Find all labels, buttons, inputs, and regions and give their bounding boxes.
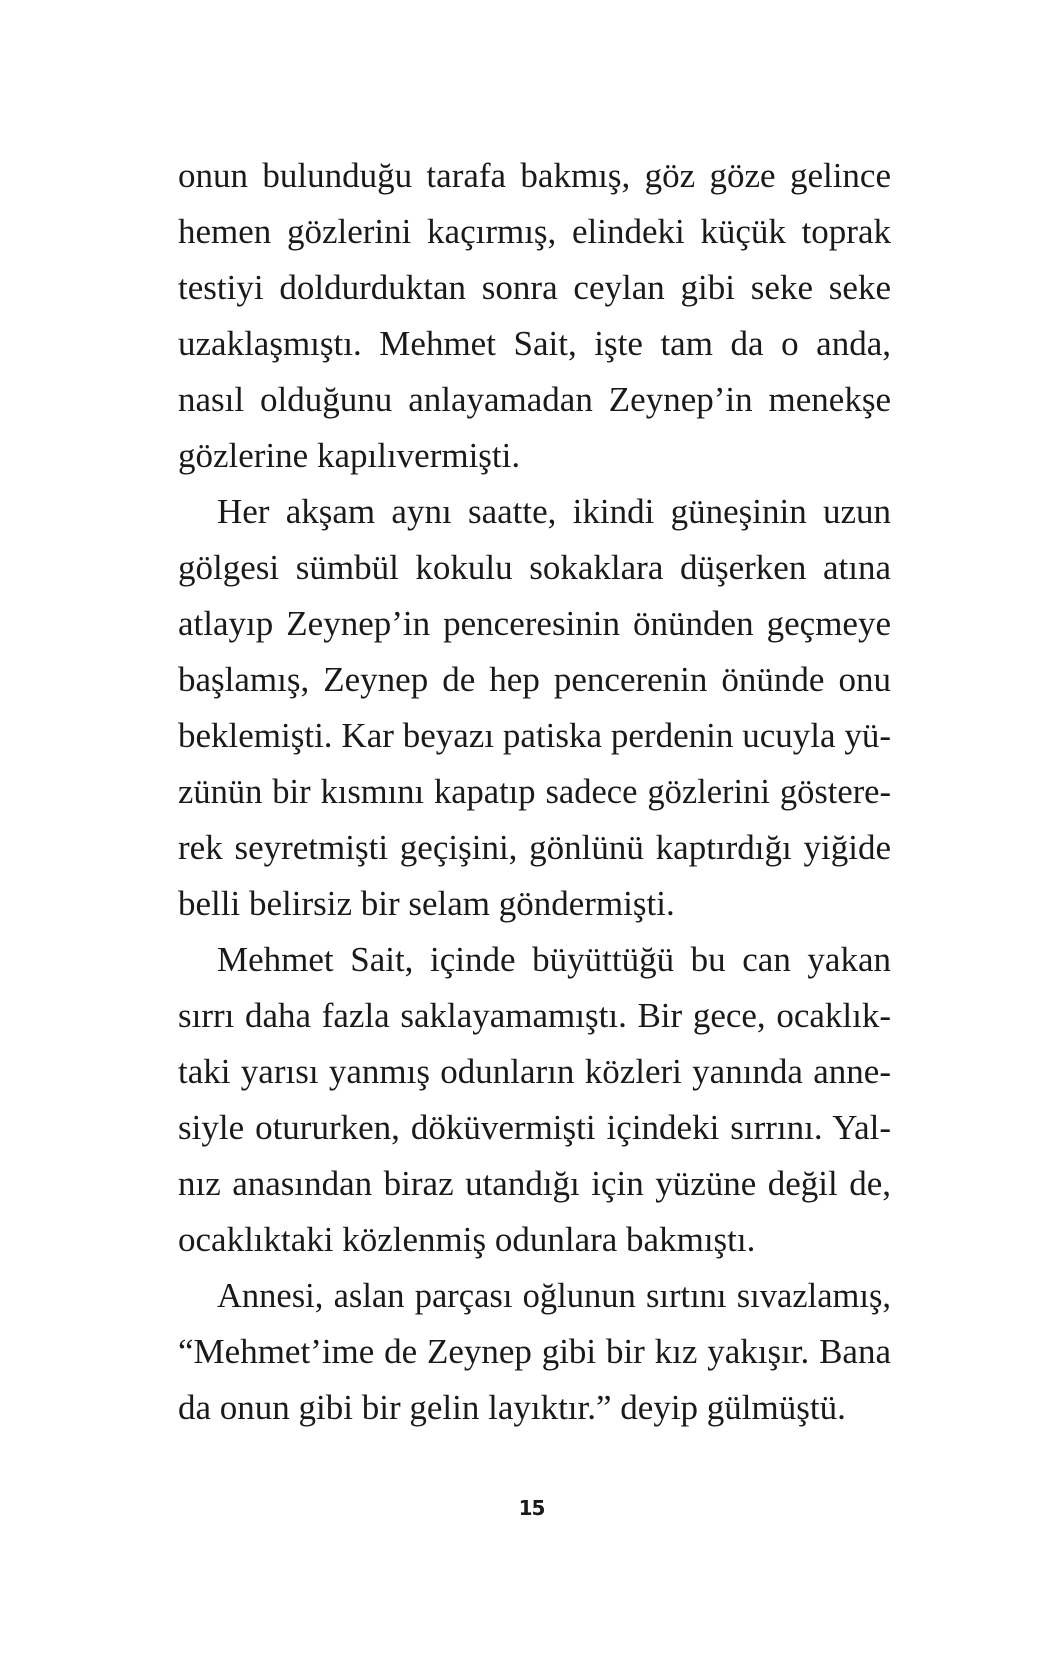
text-line: nız anasından biraz utandığı için yüzüne değil de,: [178, 1164, 891, 1203]
text-line: testiyi doldurduktan sonra ceylan gibi seke seke: [178, 268, 891, 307]
page-number: 15: [518, 1496, 545, 1520]
text-line: uzaklaşmıştı. Mehmet Sait, işte tam da o anda,: [178, 324, 891, 363]
text-line: belli belirsiz bir selam göndermişti.: [178, 884, 675, 923]
text-line: başlamış, Zeynep de hep pencerenin önünde onu: [178, 660, 891, 699]
text-line: sırrı daha fazla saklayamamıştı. Bir gece, ocaklık-: [178, 996, 891, 1035]
text-line: rek seyretmişti geçişini, gönlünü kaptırdığı yiğide: [178, 828, 891, 867]
text-line: taki yarısı yanmış odunların közleri yanında anne-: [178, 1052, 891, 1091]
text-line: da onun gibi bir gelin layıktır.” deyip gülmüştü.: [178, 1388, 846, 1427]
text-line: beklemişti. Kar beyazı patiska perdenin ucuyla yü-: [178, 716, 891, 755]
text-line: gölgesi sümbül kokulu sokaklara düşerken atına: [178, 548, 891, 587]
text-line: gözlerine kapılıvermişti.: [178, 436, 521, 475]
text-line: onun bulunduğu tarafa bakmış, göz göze gelince: [178, 156, 891, 195]
text-line: Her akşam aynı saatte, ikindi güneşinin uzun: [217, 492, 891, 531]
text-line: nasıl olduğunu anlayamadan Zeynep’in menekşe: [178, 380, 891, 419]
text-line: ocaklıktaki közlenmiş odunlara bakmıştı.: [178, 1220, 756, 1259]
text-line: atlayıp Zeynep’in penceresinin önünden geçmeye: [178, 604, 891, 643]
page-body: [178, 148, 891, 1436]
text-line: siyle otururken, döküvermişti içindeki sırrını. Yal-: [178, 1108, 891, 1147]
text-line: zünün bir kısmını kapatıp sadece gözlerini göstere-: [178, 773, 891, 811]
text-line: hemen gözlerini kaçırmış, elindeki küçük toprak: [178, 212, 891, 251]
text-line: Mehmet Sait, içinde büyüttüğü bu can yakan: [217, 940, 891, 979]
text-line: “Mehmet’ime de Zeynep gibi bir kız yakışır. Bana: [178, 1332, 891, 1371]
text-line: Annesi, aslan parçası oğlunun sırtını sıvazlamış,: [217, 1277, 891, 1315]
